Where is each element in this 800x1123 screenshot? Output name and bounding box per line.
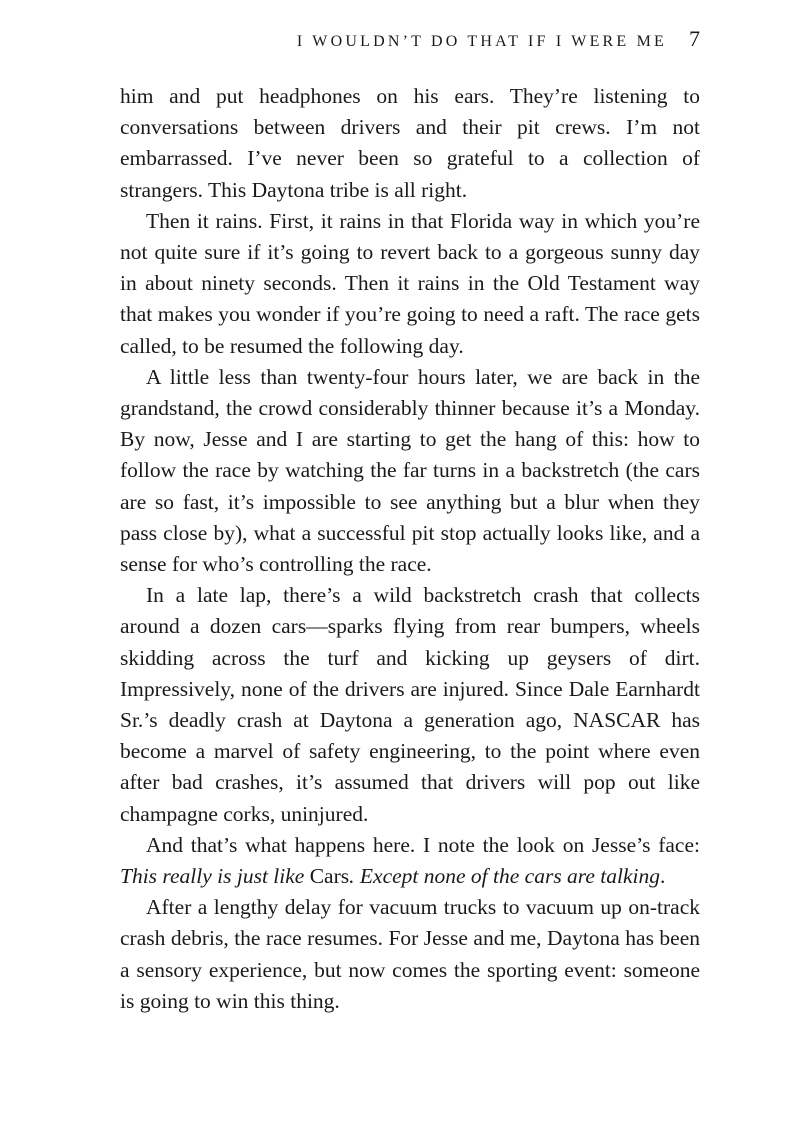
paragraph-5-title-cars: Cars: [309, 864, 350, 889]
body-text: [120, 81, 700, 1017]
paragraph-4: In a late lap, there’s a wild backstretch crash that collects around a dozen cars—sparks flying from rear bumpers, wheels skidding across the turf and kicking up geysers of dirt. Impressively, none of the drivers are injured. Since Dale Earnhardt Sr.’s deadly crash at Daytona a generation ago, NASCAR has become a marvel of safety engineering, to the point where even after bad crashes, it’s assumed that drivers will pop out like champagne corks, uninjured.: [120, 583, 700, 826]
running-head: [120, 26, 700, 56]
paragraph-2: Then it rains. First, it rains in that Florida way in which you’re not quite sure if it’s going to revert back to a gorgeous sunny day in about ninety seconds. Then it rains in the Old Testament way that makes you wonder if you’re going to need a raft. The race gets called, to be resumed the following day.: [120, 208, 700, 358]
paragraph-5-lead: And that’s what happens here. I note the look on Jesse’s face:: [146, 832, 700, 857]
paragraph-5-tail: .: [660, 864, 666, 889]
paragraph-5: [120, 830, 700, 892]
paragraph-3: A little less than twenty-four hours later, we are back in the grandstand, the crowd considerably thinner because it’s a Monday. By now, Jesse and I are starting to get the hang of this: how to follow the race by watching the far turns in a backstretch (the cars are so fast, it’s impossible to see anything but a blur when they pass close by), what a successful pit stop actually looks like, and a sense for who’s controlling the race.: [120, 364, 700, 577]
paragraph-5-italic-2: . Except none of the cars are talking: [349, 864, 661, 889]
paragraph-6: After a lengthy delay for vacuum trucks to vacuum up on-track crash debris, the race resumes. For Jesse and me, Daytona has been a sensory experience, but now comes the sporting event: someone is going to win this thing.: [120, 895, 700, 1013]
page-number: 7: [689, 26, 700, 51]
paragraph-5-italic-1: This really is just like: [120, 864, 310, 889]
paragraph-1: him and put headphones on his ears. They’re listening to conversations between drivers and their pit crews. I’m not embarrassed. I’ve never been so grateful to a collection of strangers. This Daytona tribe is all right.: [120, 84, 700, 202]
running-title: I WOULDN’T DO THAT IF I WERE ME: [296, 33, 667, 50]
